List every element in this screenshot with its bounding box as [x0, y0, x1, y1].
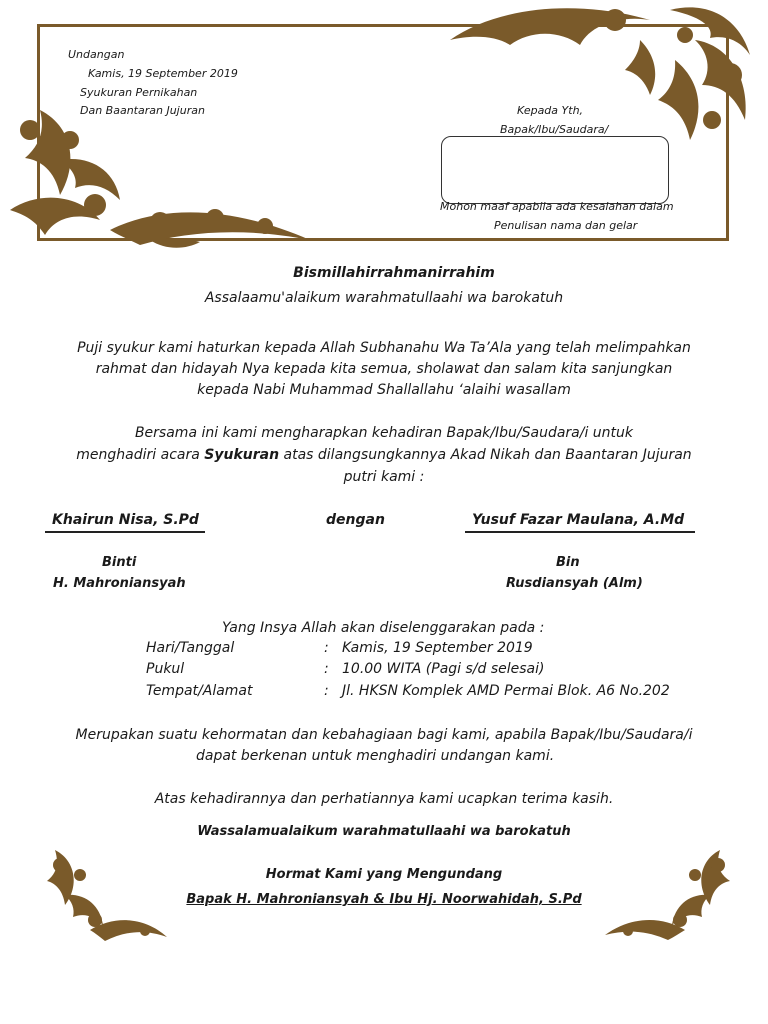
paragraph2-line2: [0, 447, 768, 463]
bride-father: H. Mahroniansyah: [53, 576, 186, 591]
header-event-line1: Syukuran Pernikahan: [80, 86, 198, 99]
event-sep-place: :: [324, 683, 329, 699]
event-sep-day: :: [324, 640, 329, 656]
paragraph2-line3: putri kami :: [343, 469, 425, 485]
groom-relation: Bin: [556, 555, 580, 570]
paragraph2-line2-pre: menghadiri acara: [76, 447, 205, 463]
wassalam: Wassalamualaikum warahmatullaahi wa barokatuh: [197, 824, 571, 839]
recipient-label: Bapak/Ibu/Saudara/: [500, 123, 609, 136]
paragraph2-line2-bold: Syukuran: [204, 447, 280, 463]
bride-name: Khairun Nisa, S.Pd: [52, 512, 199, 528]
event-value-time: 10.00 WITA (Pagi s/d selesai): [342, 661, 545, 677]
paragraph1-line1: Puji syukur kami haturkan kepada Allah Subhanahu Wa Ta’Ala yang telah melimpahkan: [77, 340, 691, 356]
event-intro: Yang Insya Allah akan diselenggarakan pada :: [222, 620, 545, 636]
bride-relation: Binti: [102, 555, 137, 570]
event-value-day: Kamis, 19 September 2019: [342, 640, 533, 656]
header-date: Kamis, 19 September 2019: [88, 67, 238, 80]
apology-line2: Penulisan nama dan gelar: [494, 219, 638, 232]
hosts-signature: Bapak H. Mahroniansyah & Ibu Hj. Noorwahidah, S.Pd: [186, 892, 582, 907]
event-label-day: Hari/Tanggal: [146, 640, 235, 656]
connector-dengan: dengan: [326, 512, 385, 528]
paragraph1-line3: kepada Nabi Muhammad Shallallahu ‘alaihi wasallam: [197, 382, 571, 398]
bismillah: Bismillahirrahmanirrahim: [293, 265, 495, 281]
header-event-line2: Dan Baantaran Jujuran: [80, 104, 205, 117]
paragraph1-line2: rahmat dan hidayah Nya kepada kita semua, sholawat dan salam kita sanjungkan: [95, 361, 673, 377]
paragraph2-line1: Bersama ini kami mengharapkan kehadiran Bapak/Ibu/Saudara/i untuk: [134, 425, 634, 441]
address-box: [441, 136, 669, 204]
ornament-top-left-icon: [0, 100, 320, 250]
event-value-place: Jl. HKSN Komplek AMD Permai Blok. A6 No.202: [342, 683, 670, 699]
honor-line2: dapat berkenan untuk menghadiri undangan kami.: [196, 748, 555, 764]
groom-father: Rusdiansyah (Alm): [506, 576, 643, 591]
groom-name: Yusuf Fazar Maulana, A.Md: [472, 512, 685, 528]
bride-underline: [45, 531, 205, 533]
event-label-time: Pukul: [146, 661, 185, 677]
salam-opening: Assalaamu'alaikum warahmatullaahi wa barokatuh: [204, 290, 564, 306]
invitation-label: Undangan: [68, 48, 125, 61]
thanks-line: Atas kehadirannya dan perhatiannya kami ucapkan terima kasih.: [154, 791, 614, 807]
apology-line1: Mohon maaf apabila ada kesalahan dalam: [440, 200, 674, 213]
paragraph2-line2-post: atas dilangsungkannya Akad Nikah dan Baantaran Jujuran: [279, 447, 692, 463]
groom-underline: [465, 531, 695, 533]
honor-line1: Merupakan suatu kehormatan dan kebahagiaan bagi kami, apabila Bapak/Ibu/Saudara/i: [75, 727, 693, 743]
event-label-place: Tempat/Alamat: [146, 683, 253, 699]
to-label: Kepada Yth,: [517, 104, 584, 117]
regards: Hormat Kami yang Mengundang: [265, 867, 503, 882]
event-sep-time: :: [324, 661, 329, 677]
